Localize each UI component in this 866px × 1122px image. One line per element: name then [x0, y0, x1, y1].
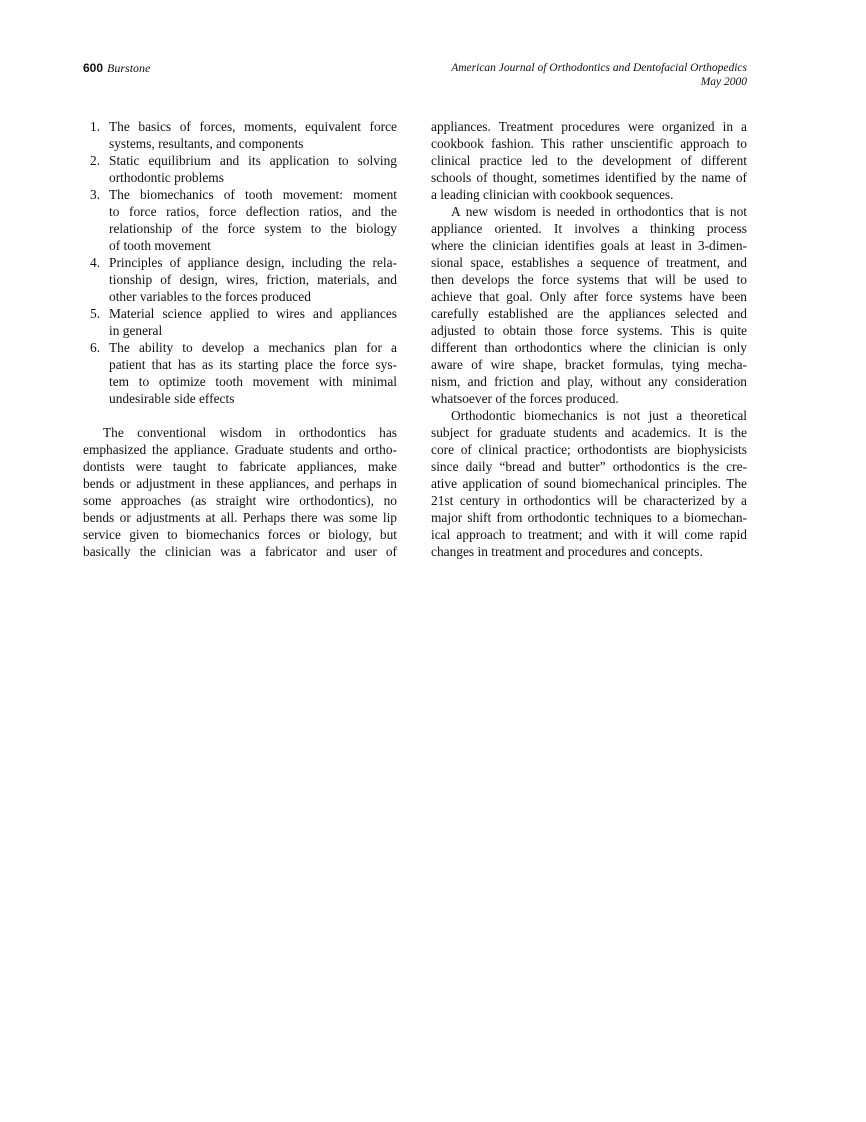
author: Burstone [107, 61, 151, 75]
running-header-right [451, 61, 747, 89]
text-line: Static equilibrium and its application to solving [109, 153, 397, 168]
text-line: appliances. Treatment procedures were organized in a [431, 119, 747, 134]
text-line: where the clinician identifies goals at least in 3-dimen- [431, 238, 747, 253]
text-line: Orthodontic biomechanics is not just a theoretical [451, 408, 747, 423]
text-line: orthodontic problems [109, 170, 224, 185]
text-line: adjusted to obtain those force systems. This is quite [431, 323, 747, 338]
text-line: other variables to the forces produced [109, 289, 311, 304]
list-item [83, 339, 397, 407]
text-line: The conventional wisdom in orthodontics has [103, 425, 397, 440]
text-line: nism, and friction and play, without any consideration [431, 374, 747, 389]
paragraph [431, 118, 747, 203]
text-line: to force ratios, force deflection ratios, and the [109, 204, 397, 219]
text-line: carefully established are the appliances selected and [431, 306, 747, 321]
text-line: Material science applied to wires and appliances [109, 306, 397, 321]
list-item [83, 305, 397, 339]
paragraph [83, 424, 397, 560]
text-line: achieve that goal. Only after force systems have been [431, 289, 747, 304]
text-line: tionship of design, wires, friction, materials, and [109, 272, 397, 287]
text-line: ative application of sound biomechanical principles. The [431, 476, 747, 491]
text-line: appliance oriented. It involves a thinking process [431, 221, 747, 236]
text-line: 21st century in orthodontics will be characterized by a [431, 493, 747, 508]
text-line: some approaches (as straight wire orthodontics), no [83, 493, 397, 508]
text-line: Principles of appliance design, including the rela- [109, 255, 397, 270]
list-item [83, 186, 397, 254]
text-line: relationship of the force system to the biology [109, 221, 397, 236]
text-line: a leading clinician with cookbook sequences. [431, 187, 674, 202]
text-line: whatsoever of the forces produced. [431, 391, 619, 406]
list-item [83, 152, 397, 186]
text-line: emphasized the appliance. Graduate students and ortho- [83, 442, 397, 457]
text-line: service given to biomechanics forces or biology, but [83, 527, 397, 542]
list-number: 3. [90, 187, 101, 202]
paragraph [431, 203, 747, 407]
list-number: 5. [90, 306, 101, 321]
text-line: sional space, establishes a sequence of treatment, and [431, 255, 747, 270]
text-line: basically the clinician was a fabricator and user of [83, 544, 397, 559]
text-line: of tooth movement [109, 238, 211, 253]
text-line: ical approach to treatment; and with it will come rapid [431, 527, 747, 542]
text-line: bends or adjustments at all. Perhaps there was some lip [83, 510, 397, 525]
text-line: then develops the force systems that will be used to [431, 272, 747, 287]
left-column [83, 118, 397, 560]
text-line: dontists were taught to fabricate appliances, make [83, 459, 397, 474]
text-line: changes in treatment and procedures and concepts. [431, 544, 703, 559]
text-line: aware of wire shape, bracket formulas, tying mecha- [431, 357, 747, 372]
text-line: since daily “bread and butter” orthodontics is the cre- [431, 459, 747, 474]
text-line: bends or adjustment in these appliances, and perhaps in [83, 476, 397, 491]
text-line: schools of thought, sometimes identified by the name of [431, 170, 747, 185]
paragraph-gap [83, 407, 397, 424]
page-number: 600 [83, 61, 104, 75]
text-line: The basics of forces, moments, equivalent force [109, 119, 397, 134]
list-item [83, 254, 397, 305]
running-header-left [83, 61, 150, 76]
text-line: different than orthodontics where the clinician is only [431, 340, 747, 355]
text-line: clinical practice led to the development of different [431, 153, 747, 168]
text-line: subject for graduate students and academics. It is the [431, 425, 747, 440]
text-line: systems, resultants, and components [109, 136, 304, 151]
list-number: 2. [90, 153, 101, 168]
text-line: patient that has as its starting place the force sys- [109, 357, 397, 372]
right-column [431, 118, 747, 560]
text-line: undesirable side effects [109, 391, 235, 406]
issue-date: May 2000 [700, 76, 747, 88]
text-line: The biomechanics of tooth movement: moment [109, 187, 397, 202]
text-line: core of clinical practice; orthodontists are biophysicists [431, 442, 747, 457]
list-item [83, 118, 397, 152]
paragraph [431, 407, 747, 560]
text-line: major shift from orthodontic techniques to a biomechan- [431, 510, 747, 525]
text-line: A new wisdom is needed in orthodontics that is not [451, 204, 747, 219]
text-line: tem to optimize tooth movement with minimal [109, 374, 397, 389]
list-number: 1. [90, 119, 101, 134]
text-line: The ability to develop a mechanics plan for a [109, 340, 397, 355]
list-number: 4. [90, 255, 101, 270]
list-number: 6. [90, 340, 101, 355]
text-line: cookbook fashion. This rather unscientific approach to [431, 136, 747, 151]
text-line: in general [109, 323, 163, 338]
journal-title: American Journal of Orthodontics and Dentofacial Orthopedics [451, 62, 747, 74]
